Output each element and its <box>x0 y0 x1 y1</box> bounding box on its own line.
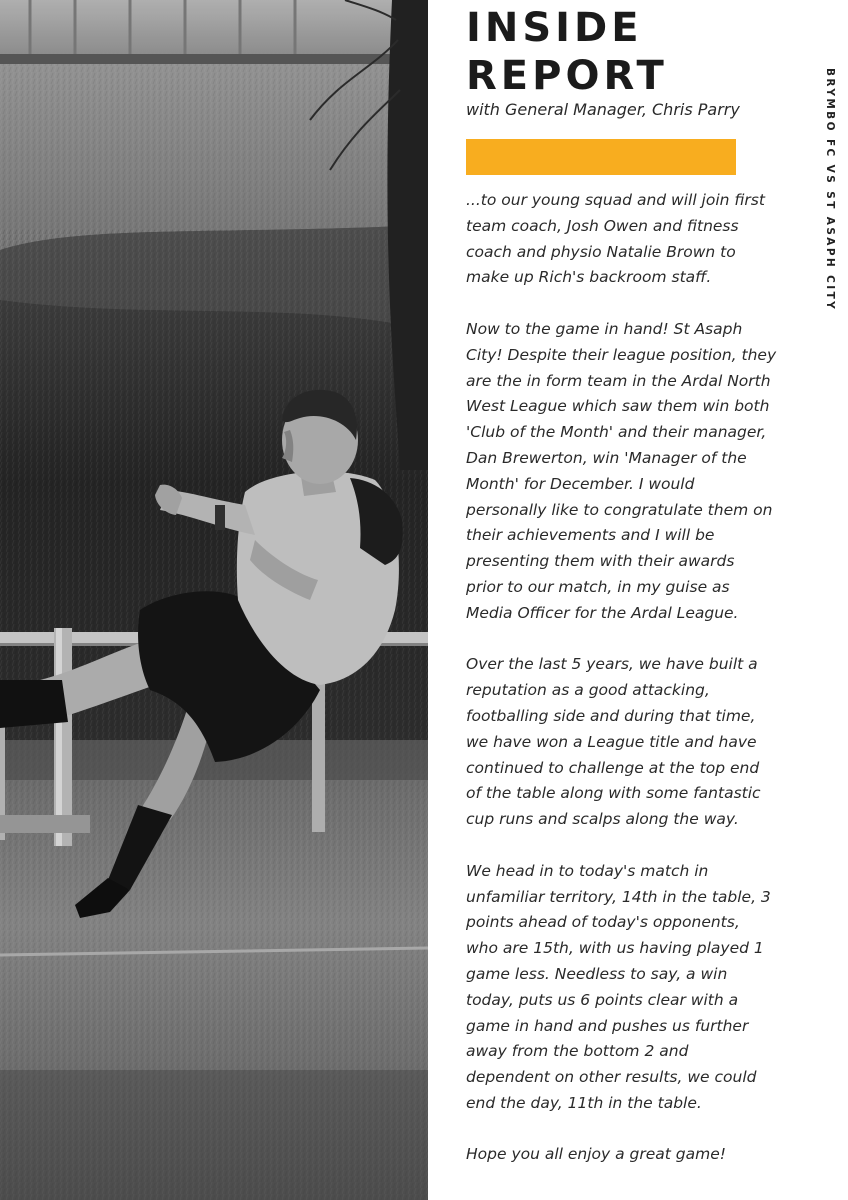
page-title <box>466 4 796 100</box>
paragraph-3: Over the last 5 years, we have built a reputation as a good attacking, footballing side and during that time, we have won a League title and have continued to challenge at the top end of the table along with some fantastic cup runs and scalps along the way. <box>466 655 761 829</box>
paragraph-5: Hope you all enjoy a great game! <box>466 1145 726 1164</box>
title-line-2: REPORT <box>466 53 668 99</box>
article-column <box>466 0 811 1200</box>
accent-bar <box>466 139 736 175</box>
paragraph-2: Now to the game in hand! St Asaph City! Despite their league position, they are the in form team in the Ardal North West League which saw them win both 'Club of the Month' and their manager, Dan Brewerton, win 'Manager of the Month' for December. I would personally like to congratulate them on their achievements and I will be presenting them with their awards prior to our match, in my guise as Media Officer for the Ardal League. <box>466 319 777 622</box>
byline: with General Manager, Chris Parry <box>466 100 740 119</box>
paragraph-1: ...to our young squad and will join first team coach, Josh Owen and fitness coach and physio Natalie Brown to make up Rich's backroom staff. <box>466 191 765 287</box>
title-line-1: INSIDE <box>466 5 643 51</box>
match-side-label: BRYMBO FC VS ST ASAPH CITY <box>824 68 836 312</box>
paragraph-4: We head in to today's match in unfamiliar territory, 14th in the table, 3 points ahead of today's opponents, who are 15th, with us having played 1 game less. Needless to say, a win today, puts us 6 points clear with a game in hand and pushes us further away from the bottom 2 and dependent on other results, we could end the day, 11th in the table. <box>466 861 771 1112</box>
article-body <box>466 188 796 1194</box>
